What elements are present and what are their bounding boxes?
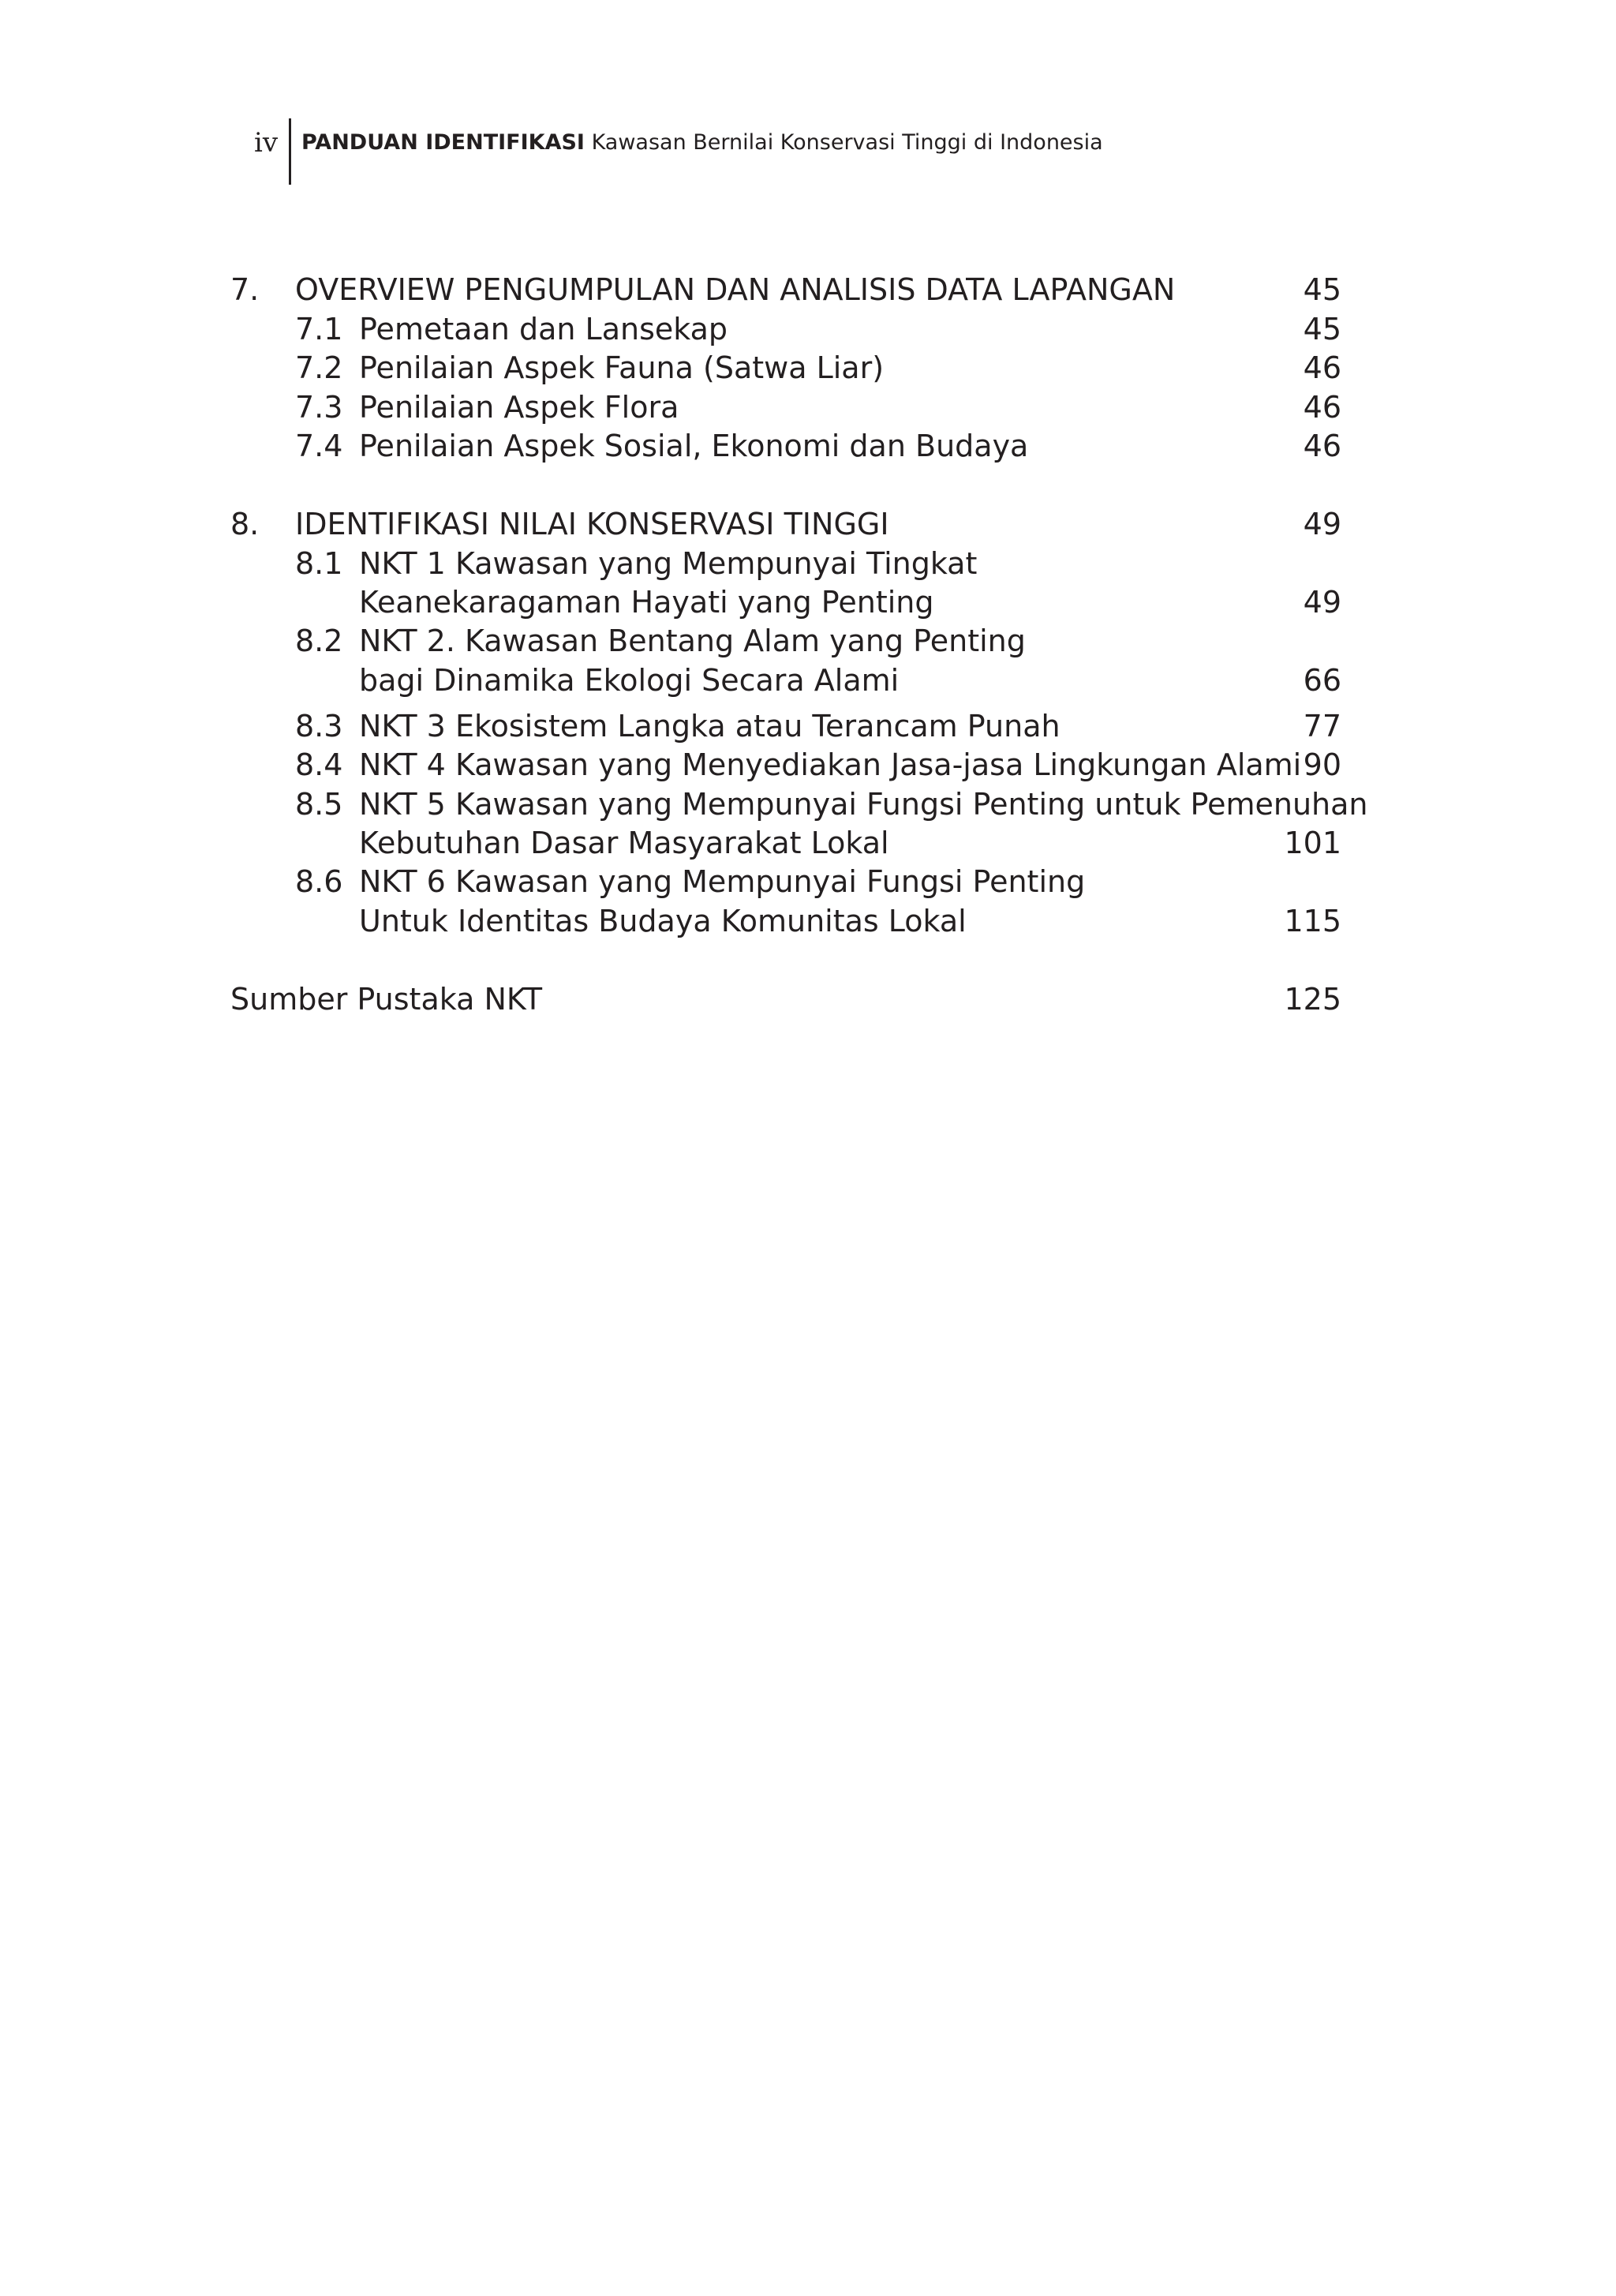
toc-section-8-5-continued[interactable]	[0, 823, 1616, 863]
toc-page-number: 46	[1303, 390, 1341, 425]
toc-section-7-1[interactable]	[0, 309, 1616, 349]
toc-section-7-2[interactable]	[0, 348, 1616, 388]
toc-chapter-8[interactable]	[0, 504, 1616, 544]
running-title	[301, 128, 1103, 158]
running-title-rest: Kawasan Bernilai Konservasi Tinggi di Indonesia	[591, 130, 1103, 155]
toc-section-8-1[interactable]	[0, 544, 1616, 583]
toc-title: NKT 1 Kawasan yang Mempunyai Tingkat	[359, 546, 978, 581]
toc-title: Penilaian Aspek Sosial, Ekonomi dan Budaya	[359, 429, 1029, 463]
toc-number: 8.1	[295, 546, 343, 581]
toc-title-continued: Keanekaragaman Hayati yang Penting	[359, 585, 934, 620]
toc-title: Penilaian Aspek Flora	[359, 390, 679, 425]
toc-section-8-2-continued[interactable]	[0, 661, 1616, 700]
toc-title: IDENTIFIKASI NILAI KONSERVASI TINGGI	[295, 507, 889, 541]
toc-chapter-7[interactable]	[0, 270, 1616, 309]
toc-number: 8.5	[295, 787, 343, 822]
toc-page-number: 46	[1303, 429, 1341, 463]
toc-references[interactable]	[0, 979, 1616, 1019]
toc-page-number: 125	[1284, 982, 1341, 1017]
toc-page-number: 77	[1303, 709, 1341, 743]
toc-title: NKT 2. Kawasan Bentang Alam yang Penting	[359, 624, 1026, 658]
toc-title: NKT 5 Kawasan yang Mempunyai Fungsi Penting untuk Pemenuhan	[359, 787, 1368, 822]
toc-page-number: 49	[1303, 507, 1341, 541]
toc-number: 8.3	[295, 709, 343, 743]
toc-page-number: 46	[1303, 350, 1341, 385]
toc-section-8-5[interactable]	[0, 785, 1616, 824]
toc-section-8-6[interactable]	[0, 862, 1616, 901]
toc-title: Pemetaan dan Lansekap	[359, 312, 728, 346]
toc-page-number: 115	[1284, 904, 1341, 938]
toc-number: 8.6	[295, 864, 343, 899]
toc-number: 7.	[230, 272, 260, 307]
toc-title: Sumber Pustaka NKT	[230, 982, 543, 1017]
header-divider	[289, 118, 291, 185]
toc-section-8-1-continued[interactable]	[0, 582, 1616, 622]
toc-title-continued: Kebutuhan Dasar Masyarakat Lokal	[359, 826, 889, 860]
toc-section-8-2[interactable]	[0, 621, 1616, 661]
toc-number: 8.	[230, 507, 260, 541]
toc-page-number: 101	[1284, 826, 1341, 860]
page-number: iv	[254, 127, 279, 159]
toc-section-8-3[interactable]	[0, 706, 1616, 746]
toc-title: NKT 4 Kawasan yang Menyediakan Jasa-jasa Lingkungan Alami	[359, 747, 1302, 782]
toc-number: 7.1	[295, 312, 343, 346]
toc-page-number: 45	[1303, 272, 1341, 307]
toc-page-number: 45	[1303, 312, 1341, 346]
toc-number: 8.4	[295, 747, 343, 782]
toc-number: 8.2	[295, 624, 343, 658]
toc-section-7-3[interactable]	[0, 388, 1616, 427]
toc-number: 7.3	[295, 390, 343, 425]
toc-page-number: 66	[1303, 663, 1341, 698]
toc-section-8-4[interactable]	[0, 745, 1616, 785]
toc-number: 7.2	[295, 350, 343, 385]
toc-title: NKT 3 Ekosistem Langka atau Terancam Punah	[359, 709, 1060, 743]
toc-title: NKT 6 Kawasan yang Mempunyai Fungsi Penting	[359, 864, 1086, 899]
toc-page-number: 49	[1303, 585, 1341, 620]
toc-page-number: 90	[1303, 747, 1341, 782]
toc-section-7-4[interactable]	[0, 426, 1616, 466]
running-title-bold: PANDUAN IDENTIFIKASI	[301, 130, 585, 155]
toc-title: OVERVIEW PENGUMPULAN DAN ANALISIS DATA LAPANGAN	[295, 272, 1176, 307]
toc-title-continued: bagi Dinamika Ekologi Secara Alami	[359, 663, 900, 698]
toc-title: Penilaian Aspek Fauna (Satwa Liar)	[359, 350, 885, 385]
toc-section-8-6-continued[interactable]	[0, 901, 1616, 941]
toc-title-continued: Untuk Identitas Budaya Komunitas Lokal	[359, 904, 967, 938]
toc-number: 7.4	[295, 429, 343, 463]
